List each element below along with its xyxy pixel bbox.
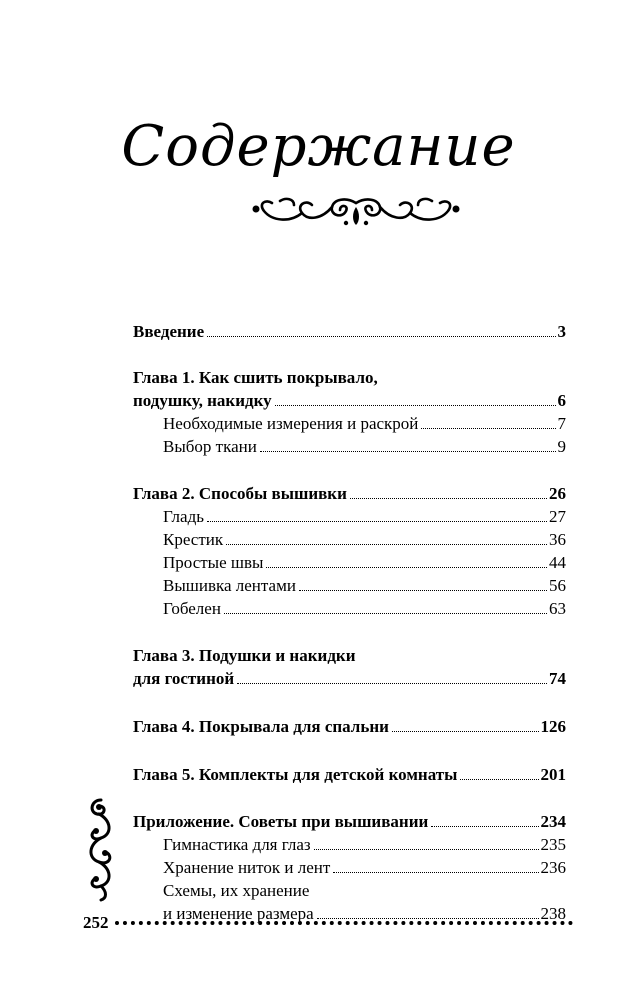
toc-subentry[interactable] xyxy=(133,412,566,435)
dot-leader xyxy=(421,428,555,429)
dot-leader xyxy=(266,567,547,568)
toc-entry-intro[interactable] xyxy=(133,320,566,343)
dot-leader xyxy=(275,405,556,406)
toc-entry-chapter2[interactable] xyxy=(133,482,566,505)
page-title: Содержание xyxy=(121,114,516,179)
footer-dot-line xyxy=(115,921,574,925)
toc-entry-page: 234 xyxy=(540,812,566,831)
toc-entry-page: 26 xyxy=(549,484,566,503)
toc-entry-label: Хранение ниток и лент xyxy=(163,858,331,877)
dot-leader xyxy=(314,849,539,850)
toc-entry-chapter3[interactable] xyxy=(133,667,566,690)
dot-leader xyxy=(260,451,556,452)
toc-entry-label: Гимнастика для глаз xyxy=(163,835,311,854)
toc-entry-label: Глава 4. Покрывала для спальни xyxy=(133,717,389,736)
toc-entry-page: 236 xyxy=(540,858,566,877)
dot-leader xyxy=(207,521,547,522)
toc-entry-page: 27 xyxy=(549,507,566,526)
dot-leader xyxy=(226,544,547,545)
toc-entry-appendix[interactable] xyxy=(133,810,566,833)
toc-entry-label: для гостиной xyxy=(133,669,235,688)
toc-entry-page: 36 xyxy=(549,530,566,549)
toc-entry-label: и изменение размера xyxy=(163,904,314,923)
dot-leader xyxy=(333,872,538,873)
toc-entry-label: Глава 2. Способы вышивки xyxy=(133,484,347,503)
toc-subentry[interactable] xyxy=(133,435,566,458)
toc-entry-page: 6 xyxy=(557,391,566,410)
dot-leader xyxy=(460,779,538,780)
toc-entry-page: 44 xyxy=(549,553,566,572)
toc-entry-page: 9 xyxy=(557,437,566,456)
toc-entry-chapter1-line1: Глава 1. Как сшить покрывало, xyxy=(133,368,378,387)
decorative-scroll-ornament xyxy=(83,796,119,904)
toc-entry-page: 63 xyxy=(549,599,566,618)
dot-leader xyxy=(392,731,539,732)
toc-entry-label: Введение xyxy=(133,322,205,341)
toc-subentry[interactable] xyxy=(133,833,566,856)
toc-entry-page: 238 xyxy=(540,904,566,923)
dot-leader xyxy=(207,336,555,337)
toc-entry-label: Простые швы xyxy=(163,553,264,572)
page-number: 252 xyxy=(83,913,109,932)
dot-leader xyxy=(350,498,547,499)
toc-entry-label: Вышивка лентами xyxy=(163,576,296,595)
dot-leader xyxy=(299,590,547,591)
toc-entry-chapter3-line1: Глава 3. Подушки и накидки xyxy=(133,646,356,665)
toc-entry-label: Гладь xyxy=(163,507,204,526)
page-footer xyxy=(83,913,573,933)
toc-entry-page: 235 xyxy=(540,835,566,854)
toc-entry-label: Гобелен xyxy=(163,599,221,618)
dot-leader xyxy=(224,613,547,614)
toc-entry-page: 56 xyxy=(549,576,566,595)
toc-entry-label: Приложение. Советы при вышивании xyxy=(133,812,429,831)
toc-subentry[interactable] xyxy=(133,856,566,879)
toc-entry-page: 74 xyxy=(549,669,566,688)
toc-subentry[interactable] xyxy=(133,505,566,528)
toc-entry-label: Крестик xyxy=(163,530,224,549)
toc-entry-page: 3 xyxy=(557,322,566,341)
toc-entry-page: 126 xyxy=(540,717,566,736)
toc-entry-label: подушку, накидку xyxy=(133,391,272,410)
toc-entry-label: Глава 5. Комплекты для детской комнаты xyxy=(133,765,458,784)
toc-subentry[interactable] xyxy=(133,551,566,574)
toc-subentry[interactable] xyxy=(133,528,566,551)
toc-entry-chapter1[interactable] xyxy=(133,389,566,412)
toc-entry-chapter4[interactable] xyxy=(133,715,566,738)
toc-subentry[interactable] xyxy=(133,597,566,620)
dot-leader xyxy=(237,683,547,684)
table-of-contents xyxy=(133,320,566,925)
toc-subentry[interactable] xyxy=(133,574,566,597)
toc-entry-page: 7 xyxy=(557,414,566,433)
toc-entry-label: Необходимые измерения и раскрой xyxy=(163,414,419,433)
toc-entry-chapter5[interactable] xyxy=(133,763,566,786)
toc-entry-label: Выбор ткани xyxy=(163,437,257,456)
toc-subentry-line1: Схемы, их хранение xyxy=(163,881,310,900)
dot-leader xyxy=(431,826,538,827)
toc-entry-page: 201 xyxy=(540,765,566,784)
decorative-flourish-ornament xyxy=(250,193,462,229)
